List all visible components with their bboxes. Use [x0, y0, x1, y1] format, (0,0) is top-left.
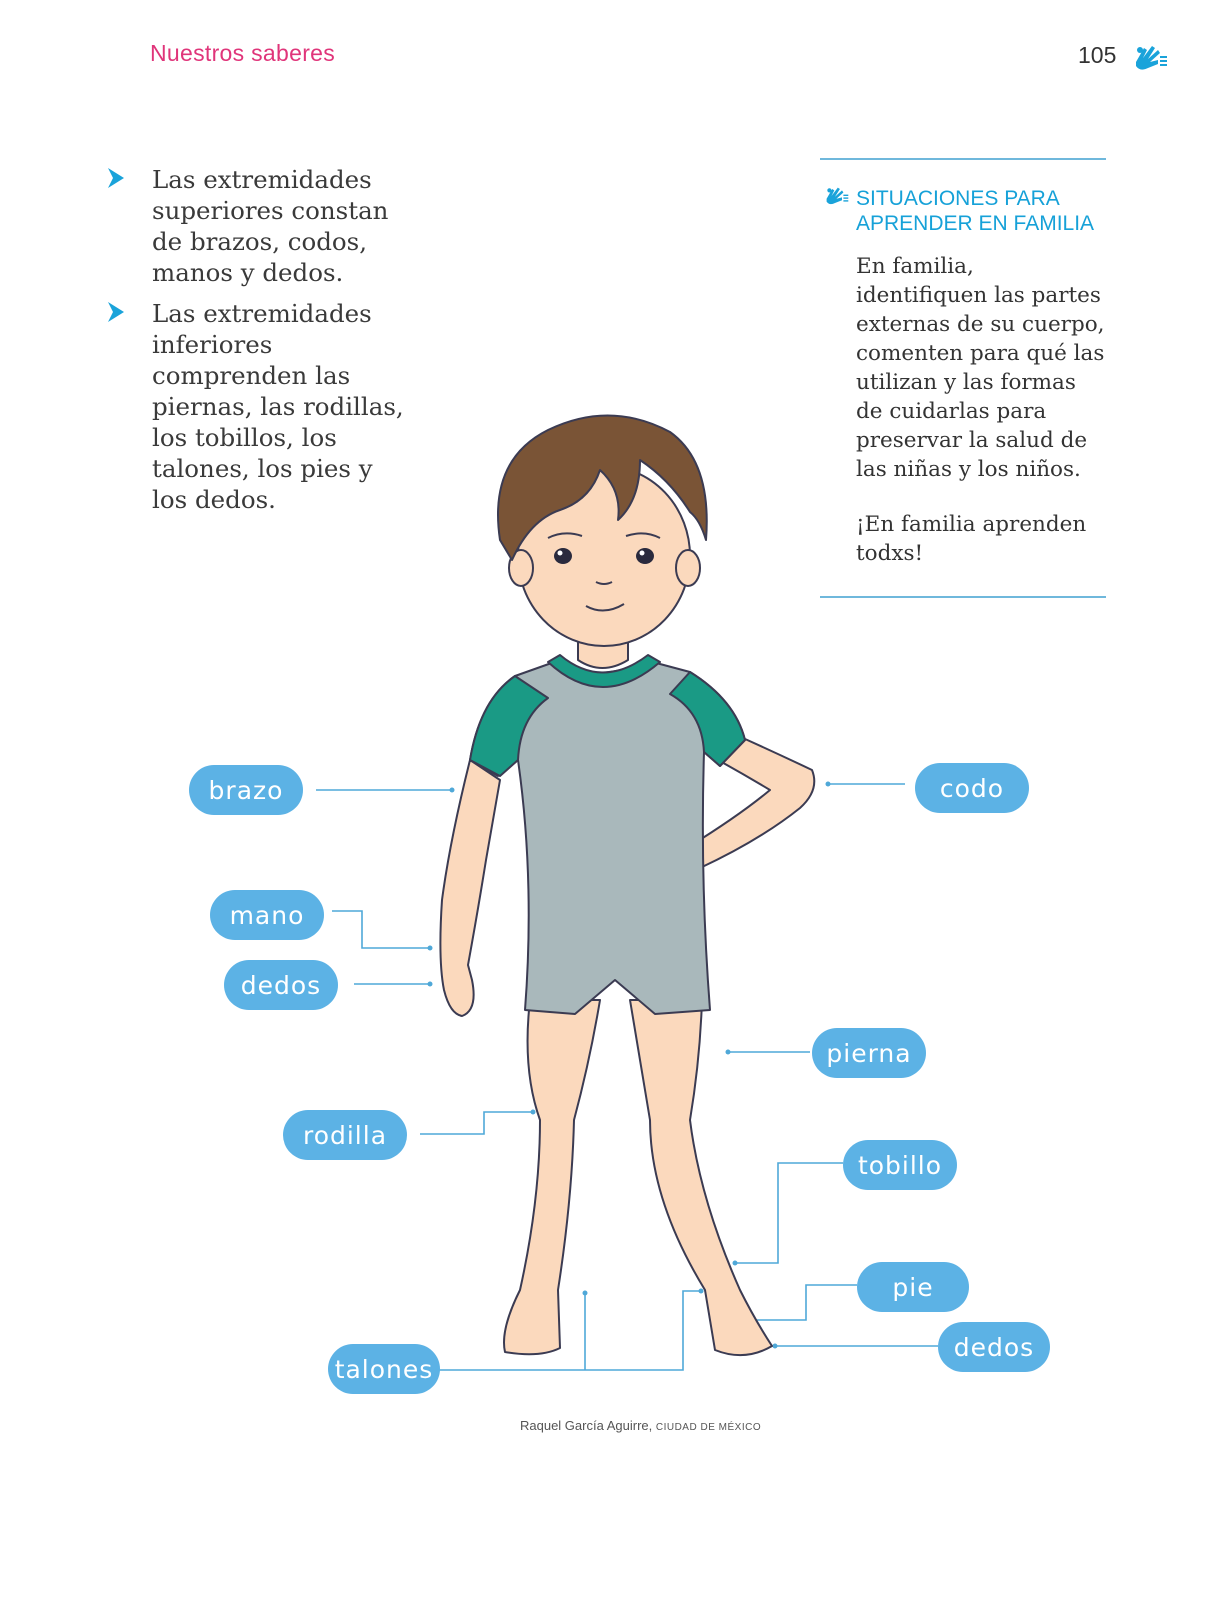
label-codo: codo: [915, 763, 1029, 813]
section-title: Nuestros saberes: [150, 40, 336, 66]
label-pierna: pierna: [812, 1028, 926, 1078]
box-title-line: APRENDER EN FAMILIA: [856, 212, 1095, 235]
label-talones: talones: [328, 1344, 440, 1394]
credit-place: CIUDAD DE MÉXICO: [655, 1422, 762, 1433]
page-number: 105: [1078, 42, 1117, 68]
box-title-line: SITUACIONES PARA: [856, 187, 1060, 210]
box-body: En familia, identifiquen las partes externas de su cuerpo, comenten para qué las utilizan y las formas de cuidarlas para preservar la salud de las niñas y los niños.: [856, 254, 1105, 482]
label-dedos-pie: dedos: [938, 1322, 1050, 1372]
bullet-text: Las extremidades inferiores comprenden las piernas, las rodillas, los tobillos, los talones, los pies y los dedos.: [152, 299, 404, 514]
credit-author: Raquel García Aguirre,: [520, 1418, 653, 1433]
image-credit: [520, 1418, 761, 1433]
label-tobillo: tobillo: [843, 1140, 957, 1190]
label-dedos-mano: dedos: [224, 960, 338, 1010]
bullet-text: Las extremidades superiores constan de brazos, codos, manos y dedos.: [152, 165, 389, 287]
box-closing: ¡En familia aprenden todxs!: [856, 512, 1087, 566]
label-brazo: brazo: [189, 765, 303, 815]
label-pie: pie: [857, 1262, 969, 1312]
label-rodilla: rodilla: [283, 1110, 407, 1160]
label-mano: mano: [210, 890, 324, 940]
